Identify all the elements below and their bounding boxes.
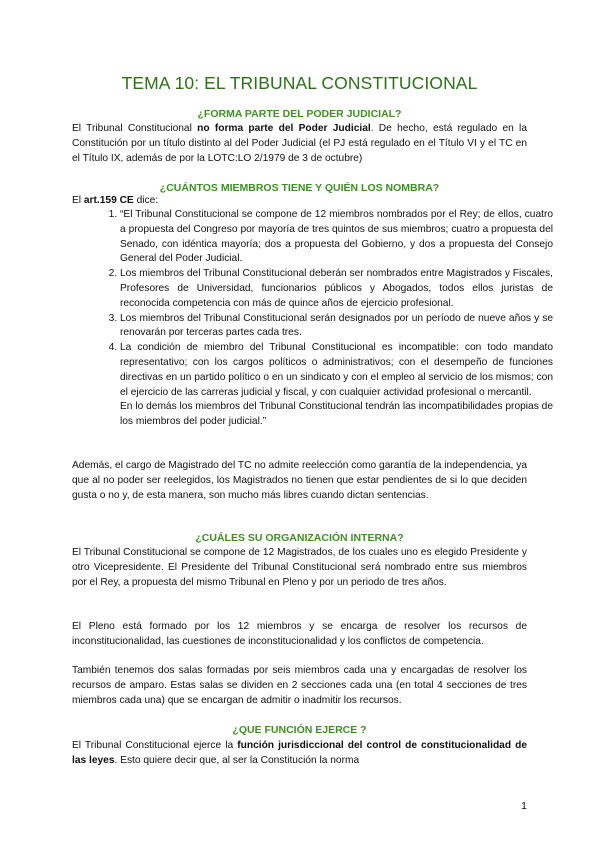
paragraph-organizacion-2: El Pleno está formado por los 12 miembros y se encarga de resolver los recursos de inconstitucionalidad, las cuestiones de inconstitucionalidad y los conflictos de competencia. <box>72 621 527 647</box>
list-item: 2. Los miembros del Tribunal Constitucional deberán ser nombrados entre Magistrados y Fiscales, Profesores de Universidad, funcionarios públicos y Abogados, todos ellos juristas de reconocida competencia con más de quince años de ejercicio profesional. <box>120 267 553 311</box>
paragraph-funcion: El Tribunal Constitucional ejerce la función jurisdiccional del control de constitucionalidad de las leyes. Esto quiere decir que, al ser la Constitución la norma <box>72 740 528 766</box>
list-item: 3. Los miembros del Tribunal Constitucional serán designados por un período de nueve años y se renovarán por terceras partes cada tres. <box>120 312 553 342</box>
article-159-list <box>94 208 553 430</box>
paragraph-organizacion-1: El Tribunal Constitucional se compone de 12 Magistrados, de los cuales uno es elegido Presidente y otro Vicepresidente. El Presidente del Tribunal Constitucional será nombrado entre sus miembros por el Rey, a propuesta del mismo Tribunal en Pleno y por un periodo de tres años. <box>72 547 527 588</box>
paragraph-reeleccion: Además, el cargo de Magistrado del TC no admite reelección como garantía de la independencia, ya que al no poder ser reelegidos, los Magistrados no tienen que estar pendientes de si lo que deciden gusta o no y, de esta manera, son mucho más libres cuando dictan sentencias. <box>72 460 527 501</box>
list-item-extra: En lo demás los miembros del Tribunal Constitucional tendrán las incompatibilidades propias de los miembros del poder judicial.” <box>120 401 553 428</box>
section-heading-miembros: ¿CUÁNTOS MIEMBROS TIENE Y QUIÉN LOS NOMBRA? <box>159 182 440 194</box>
list-item: 4. La condición de miembro del Tribunal Constitucional es incompatible: con todo mandato representativo; con los cargos políticos o administrativos; con el desempeño de funciones directivas en un partido político o en un sindicato y con el empleo al servicio de los mismos; con el ejercicio de las carreras judicial y fiscal, y con cualquier actividad profesional o mercantil. En lo demás los miembros del Tribunal Constitucional tendrán las incompatibilidades propias de los miembros del poder judicial.” <box>120 341 553 430</box>
page-number: 1 <box>521 800 527 812</box>
section-heading-organizacion: ¿CUÁLES SU ORGANIZACIÓN INTERNA? <box>195 532 404 544</box>
paragraph-organizacion-3: También tenemos dos salas formadas por seis miembros cada una y encargadas de resolver los recursos de amparo. Estas salas se dividen en 2 secciones cada una (en total 4 secciones de tres miembros cada una) que se encargan de admitir o inadmitir los recursos. <box>72 665 527 706</box>
article-intro: El art.159 CE dice: <box>72 195 159 206</box>
list-item: 1. “El Tribunal Constitucional se compone de 12 miembros nombrados por el Rey; de ellos, cuatro a propuesta del Congreso por mayoría de tres quintos de sus miembros; cuatro a propuesta del Senado, con idéntica mayoría; dos a propuesta del Gobierno, y dos a propuesta del Consejo General del Poder Judicial. <box>120 208 553 267</box>
paragraph-poder-judicial: El Tribunal Constitucional no forma parte del Poder Judicial. De hecho, está regulado en la Constitución por un título distinto al del Poder Judicial (el PJ está regulado en el Título VI y el TC en el Título IX, además de por la LOTC:LO 2/1979 de 3 de octubre) <box>72 123 527 164</box>
section-heading-poder-judicial: ¿FORMA PARTE DEL PODER JUDICIAL? <box>197 108 402 120</box>
section-heading-funcion: ¿QUE FUNCIÓN EJERCE ? <box>232 724 367 736</box>
page-title: TEMA 10: EL TRIBUNAL CONSTITUCIONAL <box>121 73 478 93</box>
